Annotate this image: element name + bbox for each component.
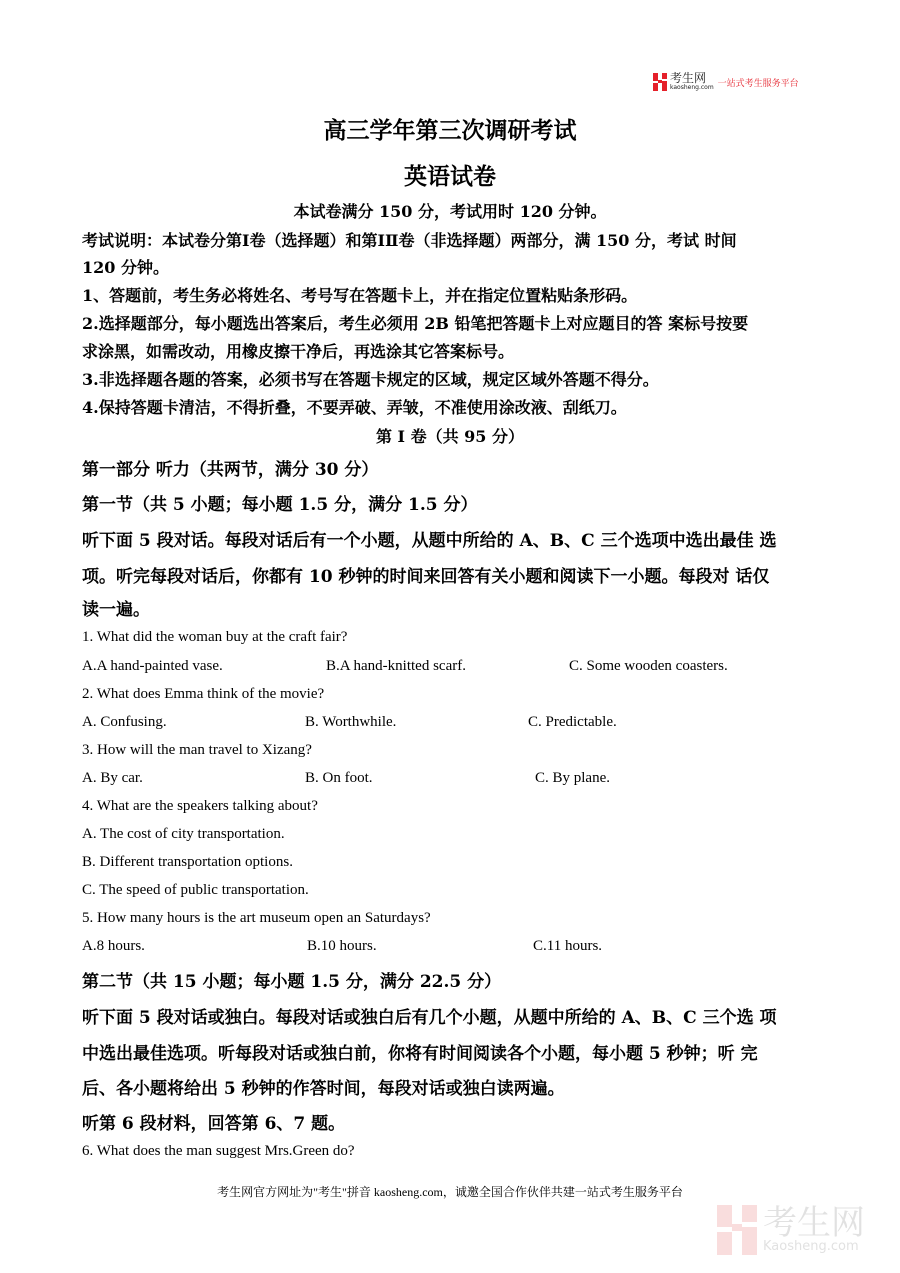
section1-heading: 第一节（共 5 小题；每小题 1.5 分，满分 1.5 分） [82,495,478,515]
instruction-line: 2.选择题部分，每小题选出答案后，考生必须用 2B 铅笔把答题卡上对应题目的答 案标号按要 [82,314,749,333]
section1-directions: 项。听完每段对话后，你都有 10 秒钟的时间来回答有关小题和阅读下一小题。每段对 话仅 [82,567,770,587]
instruction-line: 求涂黑，如需改动，用橡皮擦干净后，再选涂其它答案标号。 [82,342,515,361]
question-1: 1. What did the woman buy at the craft fair? [82,629,348,645]
logo-slogan: 一站式考生服务平台 [717,78,799,89]
part1-heading: 第一部分 听力（共两节，满分 30 分） [82,460,379,480]
section2-directions: 后、各小题将给出 5 秒钟的作答时间，每段对话或独白读两遍。 [82,1079,565,1099]
section1-directions: 读一遍。 [82,600,150,620]
instruction-line: 1、答题前，考生务必将姓名、考号写在答题卡上，并在指定位置粘贴条形码。 [82,286,638,305]
option-b: B. Different transportation options. [82,854,293,870]
option-a: A. By car. [82,770,143,786]
exam-title: 高三学年第三次调研考试 [323,117,577,144]
instruction-line: 4.保持答题卡清洁，不得折叠，不要弄破、弄皱，不准使用涂改液、刮纸刀。 [82,398,627,417]
instruction-line: 考试说明：本试卷分第Ⅰ卷（选择题）和第ⅠⅡ卷（非选择题）两部分，满 150 分，考试 时间 [82,231,737,250]
option-b: B.10 hours. [307,938,377,954]
option-a: A. Confusing. [82,714,167,730]
option-c: C.11 hours. [533,938,603,954]
score-line: 本试卷满分 150 分，考试用时 120 分钟。 [293,202,607,221]
option-b: B.A hand-knitted scarf. [326,658,466,674]
kaosheng-logo [653,73,799,91]
section1-directions: 听下面 5 段对话。每段对话后有一个小题，从题中所给的 A、B、C 三个选项中选出最佳 选 [82,531,777,551]
option-a: A. The cost of city transportation. [82,826,285,842]
question-3: 3. How will the man travel to Xizang? [82,742,312,758]
instruction-line: 3.非选择题各题的答案，必须书写在答题卡规定的区域，规定区域外答题不得分。 [82,370,659,389]
page-footer: 考生网官方网址为"考生"拼音 kaosheng.com，诚邀全国合作伙伴共建一站式考生服务平台 [217,1185,683,1199]
material-6-heading: 听第 6 段材料，回答第 6、7 题。 [82,1114,346,1134]
question-6: 6. What does the man suggest Mrs.Green do? [82,1143,355,1159]
logo-mark-icon [653,73,667,91]
watermark-mark-icon [717,1205,757,1255]
option-c: C. Predictable. [528,714,617,730]
option-b: B. Worthwhile. [305,714,397,730]
section2-directions: 听下面 5 段对话或独白。每段对话或独白后有几个小题，从题中所给的 A、B、C 三个选 项 [82,1008,777,1028]
option-a: A.A hand-painted vase. [82,658,223,674]
option-c: C. Some wooden coasters. [569,658,728,674]
watermark-domain: Kaosheng.com [763,1239,859,1254]
question-2: 2. What does Emma think of the movie? [82,686,325,702]
exam-subtitle: 英语试卷 [404,163,496,190]
instruction-line: 120 分钟。 [82,258,169,277]
question-4: 4. What are the speakers talking about? [82,798,318,814]
watermark-name: 考生网 [763,1203,865,1243]
logo-name: 考生网 [670,71,707,85]
volume-heading: 第 I 卷（共 95 分） [375,427,525,446]
option-c: C. The speed of public transportation. [82,882,309,898]
logo-domain: kaosheng.com [670,84,714,91]
section2-directions: 中选出最佳选项。听每段对话或独白前，你将有时间阅读各个小题，每小题 5 秒钟；听 完 [82,1044,758,1064]
question-5: 5. How many hours is the art museum open an Saturdays? [82,910,431,926]
section2-heading: 第二节（共 15 小题；每小题 1.5 分，满分 22.5 分） [82,972,502,992]
option-a: A.8 hours. [82,938,145,954]
option-c: C. By plane. [535,770,610,786]
kaosheng-watermark [717,1205,865,1255]
option-b: B. On foot. [305,770,373,786]
